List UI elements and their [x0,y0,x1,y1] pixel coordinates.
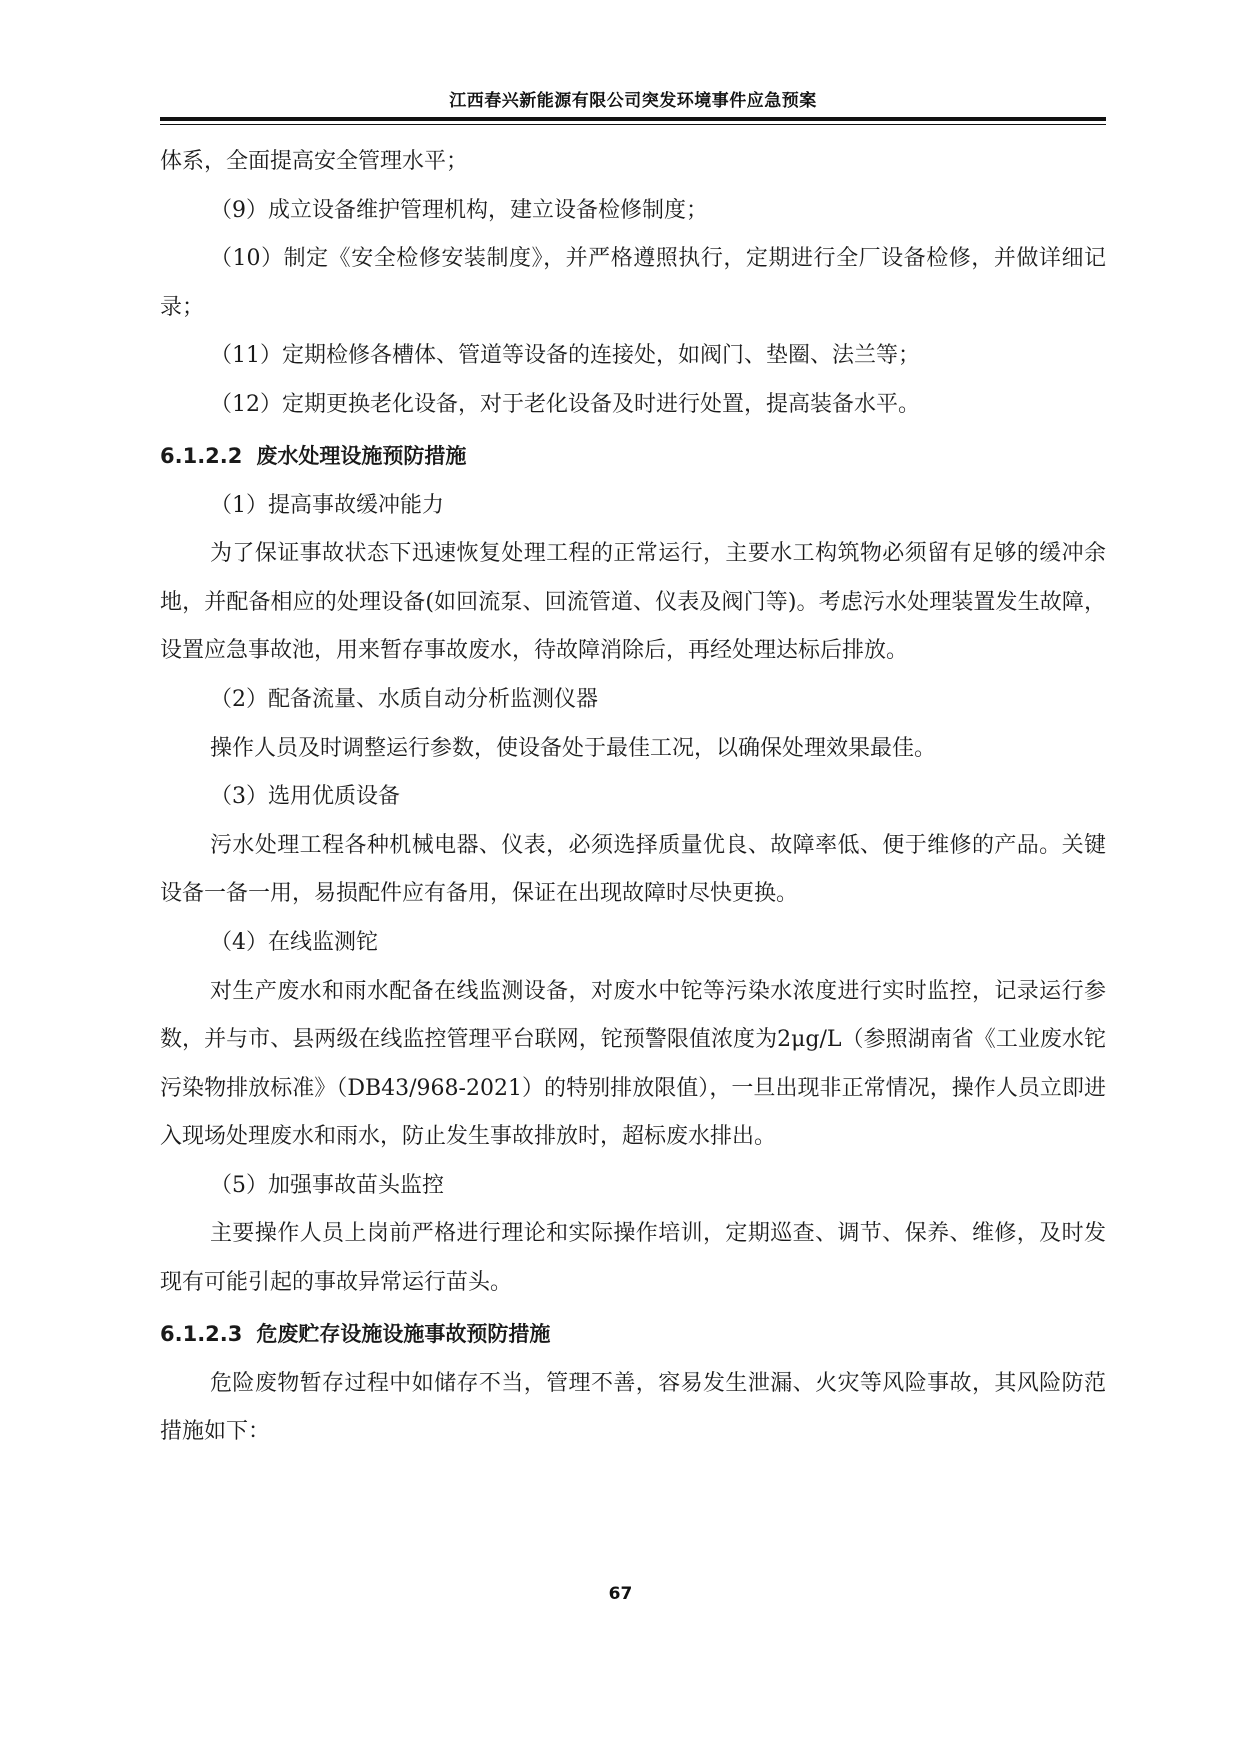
paragraph: 主要操作人员上岗前严格进行理论和实际操作培训，定期巡查、调节、保养、维修，及时发现有可能引起的事故异常运行苗头。 [160,1221,1106,1296]
paragraph: 操作人员及时调整运行参数，使设备处于最佳工况，以确保处理效果最佳。 [210,735,937,761]
paragraph: （5）加强事故苗头监控 [210,1172,444,1198]
paragraph: （2）配备流量、水质自动分析监测仪器 [210,686,598,712]
paragraph: （12）定期更换老化设备，对于老化设备及时进行处置，提高装备水平。 [210,391,920,417]
page-body [160,138,1106,1457]
paragraph: 危险废物暂存过程中如储存不当，管理不善，容易发生泄漏、火灾等风险事故，其风险防范措施如下： [160,1370,1106,1445]
paragraph: （11）定期检修各槽体、管道等设备的连接处，如阀门、垫圈、法兰等； [210,343,920,369]
paragraph: （1）提高事故缓冲能力 [210,492,444,518]
header-rule-thin [160,124,1106,125]
paragraph: （4）在线监测铊 [210,929,378,955]
paragraph: （10）制定《安全检修安装制度》，并严格遵照执行，定期进行全厂设备检修，并做详细记录； [160,246,1106,320]
page-number: 67 [608,1584,633,1604]
paragraph: （3）选用优质设备 [210,784,400,810]
paragraph: 体系，全面提高安全管理水平； [160,149,469,174]
paragraph: （9）成立设备维护管理机构，建立设备检修制度； [210,197,708,223]
section-title: 危废贮存设施设施事故预防措施 [256,1321,551,1346]
section-heading-6-1-2-3 [160,1308,1106,1360]
document-header-title: 江西春兴新能源有限公司突发环境事件应急预案 [449,91,817,111]
paragraph: 对生产废水和雨水配备在线监测设备，对废水中铊等污染水浓度进行实时监控，记录运行参数，并与市、县两级在线监控管理平台联网，铊预警限值浓度为2μg/L（参照湖南省《工业废水铊污染物排放标准》（DB43/968-2021）的特别排放限值），一旦出现非正常情况，操作人员立即进入现场处理废水和雨水，防止发生事故排放时，超标废水排出。 [160,978,1106,1150]
header-rule-thick [160,117,1106,121]
section-heading-6-1-2-2 [160,430,1106,482]
paragraph: 为了保证事故状态下迅速恢复处理工程的正常运行，主要水工构筑物必须留有足够的缓冲余地，并配备相应的处理设备(如回流泵、回流管道、仪表及阀门等)。考虑污水处理装置发生故障，设置应急事故池，用来暂存事故废水，待故障消除后，再经处理达标后排放。 [160,541,1106,664]
section-number: 6.1.2.2 [160,443,243,468]
paragraph: 污水处理工程各种机械电器、仪表，必须选择质量优良、故障率低、便于维修的产品。关键设备一备一用，易损配件应有备用，保证在出现故障时尽快更换。 [160,832,1106,907]
section-title: 废水处理设施预防措施 [256,443,467,468]
section-number: 6.1.2.3 [160,1321,243,1346]
